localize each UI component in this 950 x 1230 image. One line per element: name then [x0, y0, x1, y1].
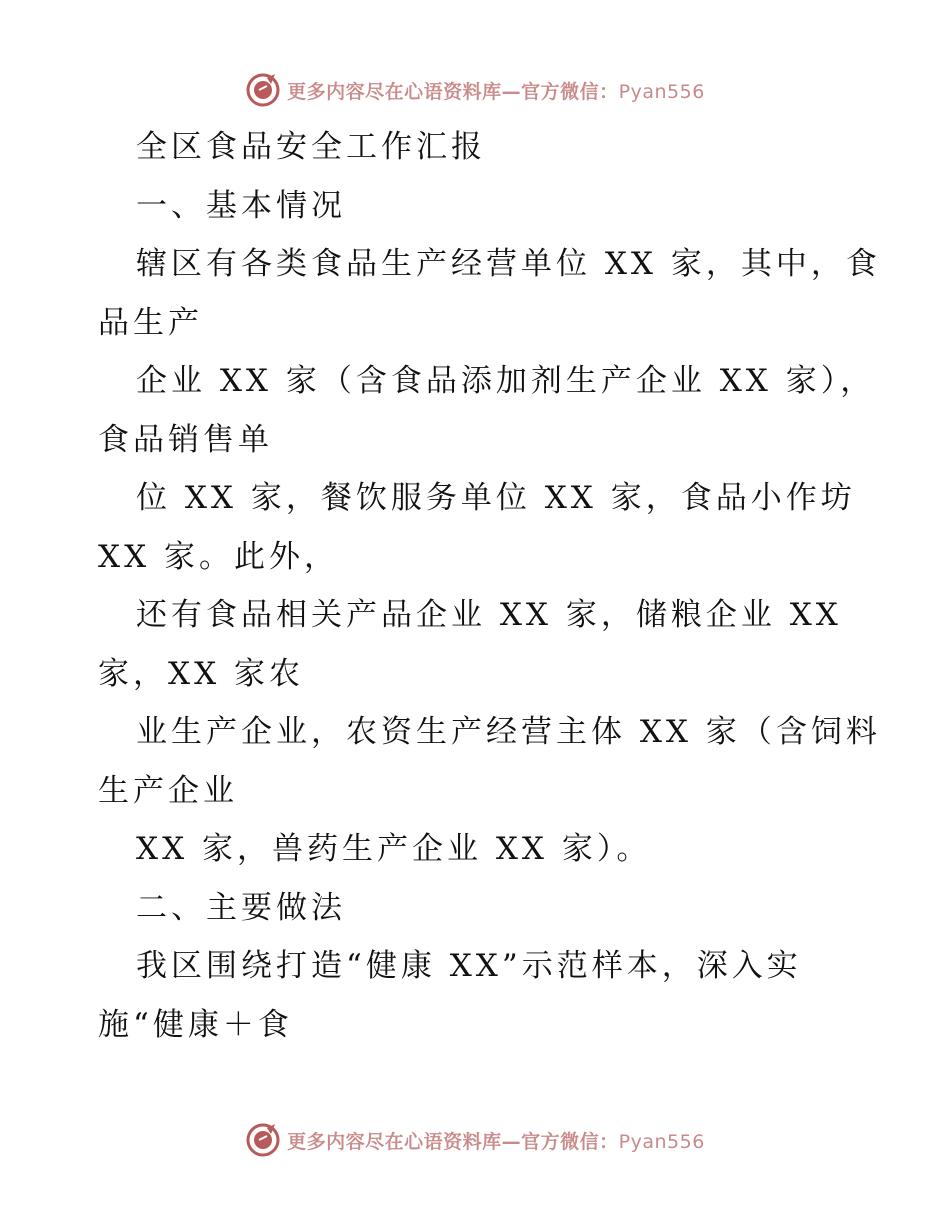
pen-seal-icon [245, 72, 281, 108]
text-line: 辖区有各类食品生产经营单位 XX 家，其中，食 [136, 246, 881, 282]
text-line: 还有食品相关产品企业 XX 家，储粮企业 XX [136, 597, 842, 633]
text-line: 施“健康＋食 [98, 1006, 293, 1043]
text-line: 企业 XX 家（含食品添加剂生产企业 XX 家）， [136, 363, 876, 399]
watermark-label: 更多内容尽在心语资料库—官方微信： [287, 80, 619, 103]
text-line: 家，XX 家农 [98, 655, 304, 692]
text-line: 位 XX 家，餐饮服务单位 XX 家，食品小作坊 [136, 480, 856, 516]
text-line: 二、主要做法 [136, 889, 346, 926]
header-watermark [0, 70, 950, 110]
watermark-id: Pyan556 [618, 1130, 705, 1153]
text-line: 品生产 [98, 304, 203, 341]
text-line: 生产企业 [98, 772, 238, 809]
text-line: 全区食品安全工作汇报 [136, 129, 486, 165]
text-line: XX 家，兽药生产企业 XX 家）。 [136, 831, 652, 867]
watermark-text [287, 1127, 705, 1154]
watermark-id: Pyan556 [618, 80, 705, 103]
pen-seal-icon [245, 1122, 281, 1158]
text-line: 业生产企业，农资生产经营主体 XX 家（含饲料 [136, 714, 881, 750]
text-line: 一、基本情况 [136, 187, 346, 224]
text-line: 我区围绕打造“健康 XX”示范样本，深入实 [136, 948, 802, 984]
text-line: 食品销售单 [98, 421, 273, 458]
document-body [98, 118, 881, 1054]
watermark-label: 更多内容尽在心语资料库—官方微信： [287, 1130, 619, 1153]
text-line: XX 家。此外， [98, 538, 339, 575]
footer-watermark [0, 1120, 950, 1160]
watermark-text [287, 77, 705, 104]
